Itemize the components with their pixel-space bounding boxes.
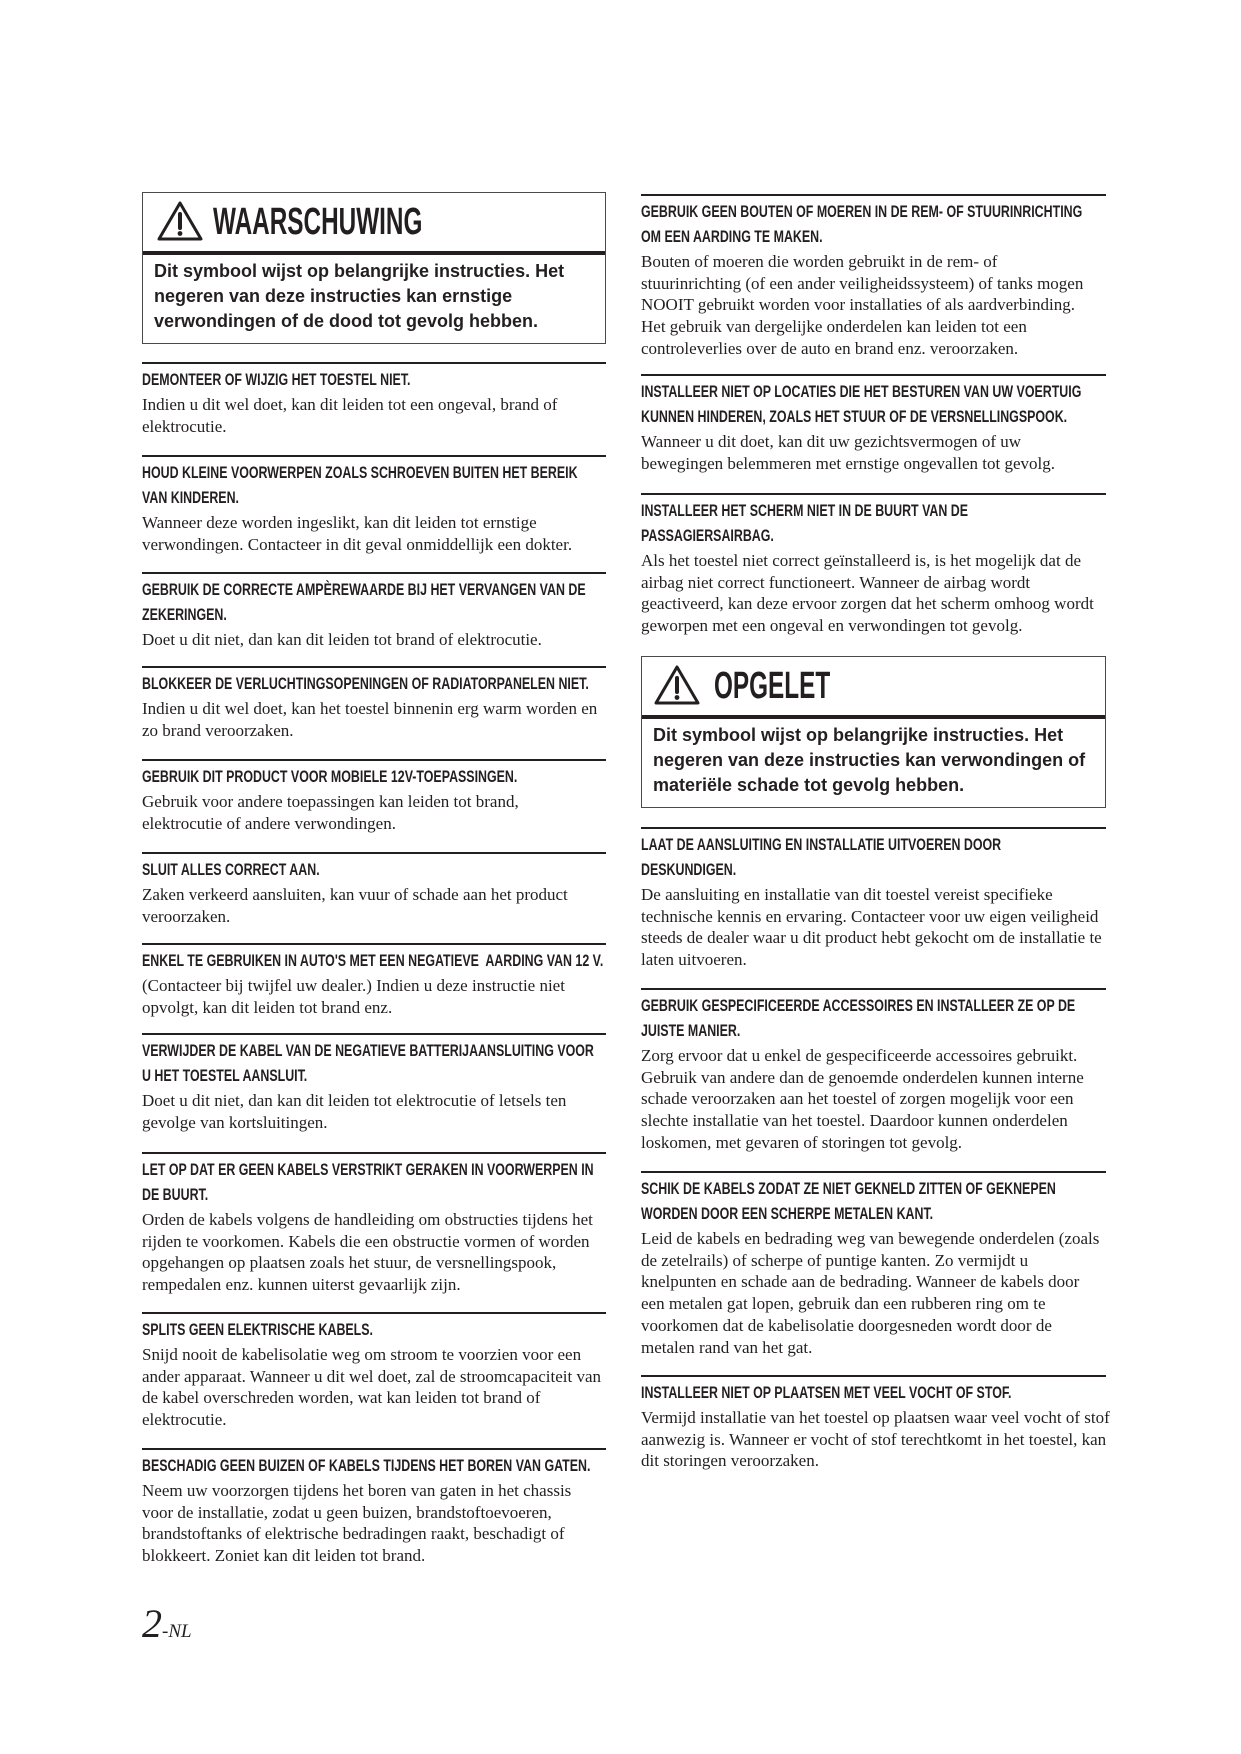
section-heading: GEBRUIK GEEN BOUTEN OF MOEREN IN DE REM- OF STUURINRICHTING OM EEN AARDING TE MAKEN. xyxy=(641,202,1083,246)
safety-section xyxy=(142,455,606,555)
caution-box xyxy=(641,656,1106,808)
section-heading: BLOKKEER DE VERLUCHTINGSOPENINGEN OF RADIATORPANELEN NIET. xyxy=(142,674,589,693)
safety-section xyxy=(142,1312,606,1431)
page-number-value: 2 xyxy=(142,1601,162,1646)
section-body: Leid de kabels en bedrading weg van bewegende onderdelen (zoals de zetelrails) of scherpe of puntige kanten. Zo vermijdt u knelpunten en schade aan de bedrading. Wanneer de kabels door een metalen gat lopen, gebruik dan een rubberen ring om te voorkomen dat de kabelisolatie doorgesneden wordt door de metalen rand van het gat. xyxy=(641,1229,1100,1357)
section-body: Doet u dit niet, dan kan dit leiden tot elektrocutie of letsels ten gevolge van kortsluitingen. xyxy=(142,1091,567,1132)
safety-section xyxy=(142,1033,606,1133)
safety-section xyxy=(641,988,1106,1154)
page-number-suffix: -NL xyxy=(162,1621,192,1642)
section-heading: ENKEL TE GEBRUIKEN IN AUTO'S MET EEN NEGATIEVE AARDING VAN 12 V. xyxy=(142,951,604,970)
section-heading: LAAT DE AANSLUITING EN INSTALLATIE UITVOEREN DOOR DESKUNDIGEN. xyxy=(641,835,1002,879)
caution-box-header xyxy=(642,657,1105,719)
safety-section xyxy=(142,943,606,1018)
caution-title: OPGELET xyxy=(714,665,831,707)
section-heading: LET OP DAT ER GEEN KABELS VERSTRIKT GERAKEN IN VOORWERPEN IN DE BUURT. xyxy=(142,1160,594,1204)
section-body: Neem uw voorzorgen tijdens het boren van gaten in het chassis voor de installatie, zodat u geen buizen, brandstoftoevoeren, brandstoftanks of elektrische bedradingen raakt, beschadigt of blokkeert. Zoniet kan dit leiden tot brand. xyxy=(142,1481,572,1566)
section-body: Snijd nooit de kabelisolatie weg om stroom te voorzien voor een ander apparaat. Wanneer u dit wel doet, zal de stroomcapaciteit van de kabel overschreden worden, wat kan leiden tot brand of elektrocutie. xyxy=(142,1345,601,1430)
section-heading: GEBRUIK DE CORRECTE AMPÈREWAARDE BIJ HET VERVANGEN VAN DE ZEKERINGEN. xyxy=(142,580,586,624)
safety-section xyxy=(641,194,1106,360)
section-heading: DEMONTEER OF WIJZIG HET TOESTEL NIET. xyxy=(142,370,411,389)
section-body: Zaken verkeerd aansluiten, kan vuur of schade aan het product veroorzaken. xyxy=(142,885,568,926)
warning-triangle-icon xyxy=(653,664,701,706)
section-heading: SCHIK DE KABELS ZODAT ZE NIET GEKNELD ZITTEN OF GEKNEPEN WORDEN DOOR EEN SCHERPE METALEN KANT. xyxy=(641,1179,1056,1223)
section-heading: BESCHADIG GEEN BUIZEN OF KABELS TIJDENS HET BOREN VAN GATEN. xyxy=(142,1456,591,1475)
safety-section xyxy=(142,759,606,834)
warning-text: Dit symbool wijst op belangrijke instructies. Het negeren van deze instructies kan ernstige verwondingen of de dood tot gevolg hebben. xyxy=(154,261,565,331)
section-heading: INSTALLEER NIET OP PLAATSEN MET VEEL VOCHT OF STOF. xyxy=(641,1383,1012,1402)
warning-triangle-icon xyxy=(156,200,204,242)
safety-section xyxy=(641,827,1106,971)
section-body: Wanneer deze worden ingeslikt, kan dit leiden tot ernstige verwondingen. Contacteer in dit geval onmiddellijk een dokter. xyxy=(142,513,573,554)
safety-section xyxy=(142,572,606,651)
safety-section xyxy=(641,1375,1110,1472)
warning-box xyxy=(142,192,606,344)
safety-section xyxy=(142,1152,606,1296)
section-body: Gebruik voor andere toepassingen kan leiden tot brand, elektrocutie of andere verwondingen. xyxy=(142,792,519,833)
section-body: (Contacteer bij twijfel uw dealer.) Indien u deze instructie niet opvolgt, kan dit leiden tot brand enz. xyxy=(142,976,565,1017)
section-heading: GEBRUIK DIT PRODUCT VOOR MOBIELE 12V-TOEPASSINGEN. xyxy=(142,767,518,786)
safety-section xyxy=(641,374,1106,474)
section-body: Als het toestel niet correct geïnstalleerd is, is het mogelijk dat de airbag niet correct functioneert. Wanneer de airbag wordt geactiveerd, kan deze ervoor zorgen dat het scherm omhoog wordt geworpen met een ongeval en verwondingen tot gevolg. xyxy=(641,551,1094,636)
section-heading: GEBRUIK GESPECIFICEERDE ACCESSOIRES EN INSTALLEER ZE OP DE JUISTE MANIER. xyxy=(641,996,1076,1040)
section-body: Wanneer u dit doet, kan dit uw gezichtsvermogen of uw bewegingen belemmeren met ernstige ongevallen tot gevolg. xyxy=(641,432,1056,473)
caution-text: Dit symbool wijst op belangrijke instructies. Het negeren van deze instructies kan verwondingen of materiële schade tot gevolg hebben. xyxy=(653,725,1086,795)
section-body: Zorg ervoor dat u enkel de gespecificeerde accessoires gebruikt. Gebruik van andere dan de genoemde onderdelen kunnen interne schade veroorzaken aan het toestel of zorgen mogelijk voor een slechte installatie van het toestel. Daardoor kunnen onderdelen loskomen, met gevaren of storingen tot gevolg. xyxy=(641,1046,1084,1152)
section-body: Doet u dit niet, dan kan dit leiden tot brand of elektrocutie. xyxy=(142,630,542,649)
section-body: Orden de kabels volgens de handleiding om obstructies tijdens het rijden te voorkomen. Kabels die een obstructie vormen of worden opgehangen op plaatsen zoals het stuur, de versnellingspook, rempedalen enz. kunnen uiterst gevaarlijk zijn. xyxy=(142,1210,593,1295)
warning-box-header xyxy=(143,193,605,255)
section-body: Indien u dit wel doet, kan het toestel binnenin erg warm worden en zo brand veroorzaken. xyxy=(142,699,598,740)
section-heading: SLUIT ALLES CORRECT AAN. xyxy=(142,860,320,879)
section-body: Vermijd installatie van het toestel op plaatsen waar veel vocht of stof aanwezig is. Wanneer er vocht of stof terechtkomt in het toestel, kan dit storingen veroorzaken. xyxy=(641,1408,1110,1471)
section-heading: HOUD KLEINE VOORWERPEN ZOALS SCHROEVEN BUITEN HET BEREIK VAN KINDEREN. xyxy=(142,463,578,507)
safety-section xyxy=(142,666,606,741)
section-heading: INSTALLEER NIET OP LOCATIES DIE HET BESTUREN VAN UW VOERTUIG KUNNEN HINDEREN, ZOALS HET STUUR OF DE VERSNELLINGSPOOK. xyxy=(641,382,1082,426)
warning-title: WAARSCHUWING xyxy=(213,201,423,243)
section-heading: VERWIJDER DE KABEL VAN DE NEGATIEVE BATTERIJAANSLUITING VOOR U HET TOESTEL AANSLUIT. xyxy=(142,1041,594,1085)
section-heading: INSTALLEER HET SCHERM NIET IN DE BUURT VAN DE PASSAGIERSAIRBAG. xyxy=(641,501,969,545)
section-body: Bouten of moeren die worden gebruikt in de rem- of stuurinrichting (of een ander veiligheidssysteem) of tanks mogen NOOIT gebruikt worden voor installaties of als aardverbinding. Het gebruik van dergelijke onderdelen kan leiden tot een controleverlies over de auto en brand enz. veroorzaken. xyxy=(641,252,1084,358)
section-body: De aansluiting en installatie van dit toestel vereist specifieke technische kennis en ervaring. Contacteer voor uw eigen veiligheid steeds de dealer waar u dit product hebt gekocht om de installatie te laten uitvoeren. xyxy=(641,885,1102,970)
section-heading: SPLITS GEEN ELEKTRISCHE KABELS. xyxy=(142,1320,373,1339)
page-number xyxy=(142,1600,192,1657)
safety-section xyxy=(641,1171,1106,1358)
safety-section xyxy=(142,852,606,927)
section-body: Indien u dit wel doet, kan dit leiden tot een ongeval, brand of elektrocutie. xyxy=(142,395,558,436)
safety-section xyxy=(142,1448,606,1567)
safety-section xyxy=(142,362,606,437)
safety-section xyxy=(641,493,1106,637)
